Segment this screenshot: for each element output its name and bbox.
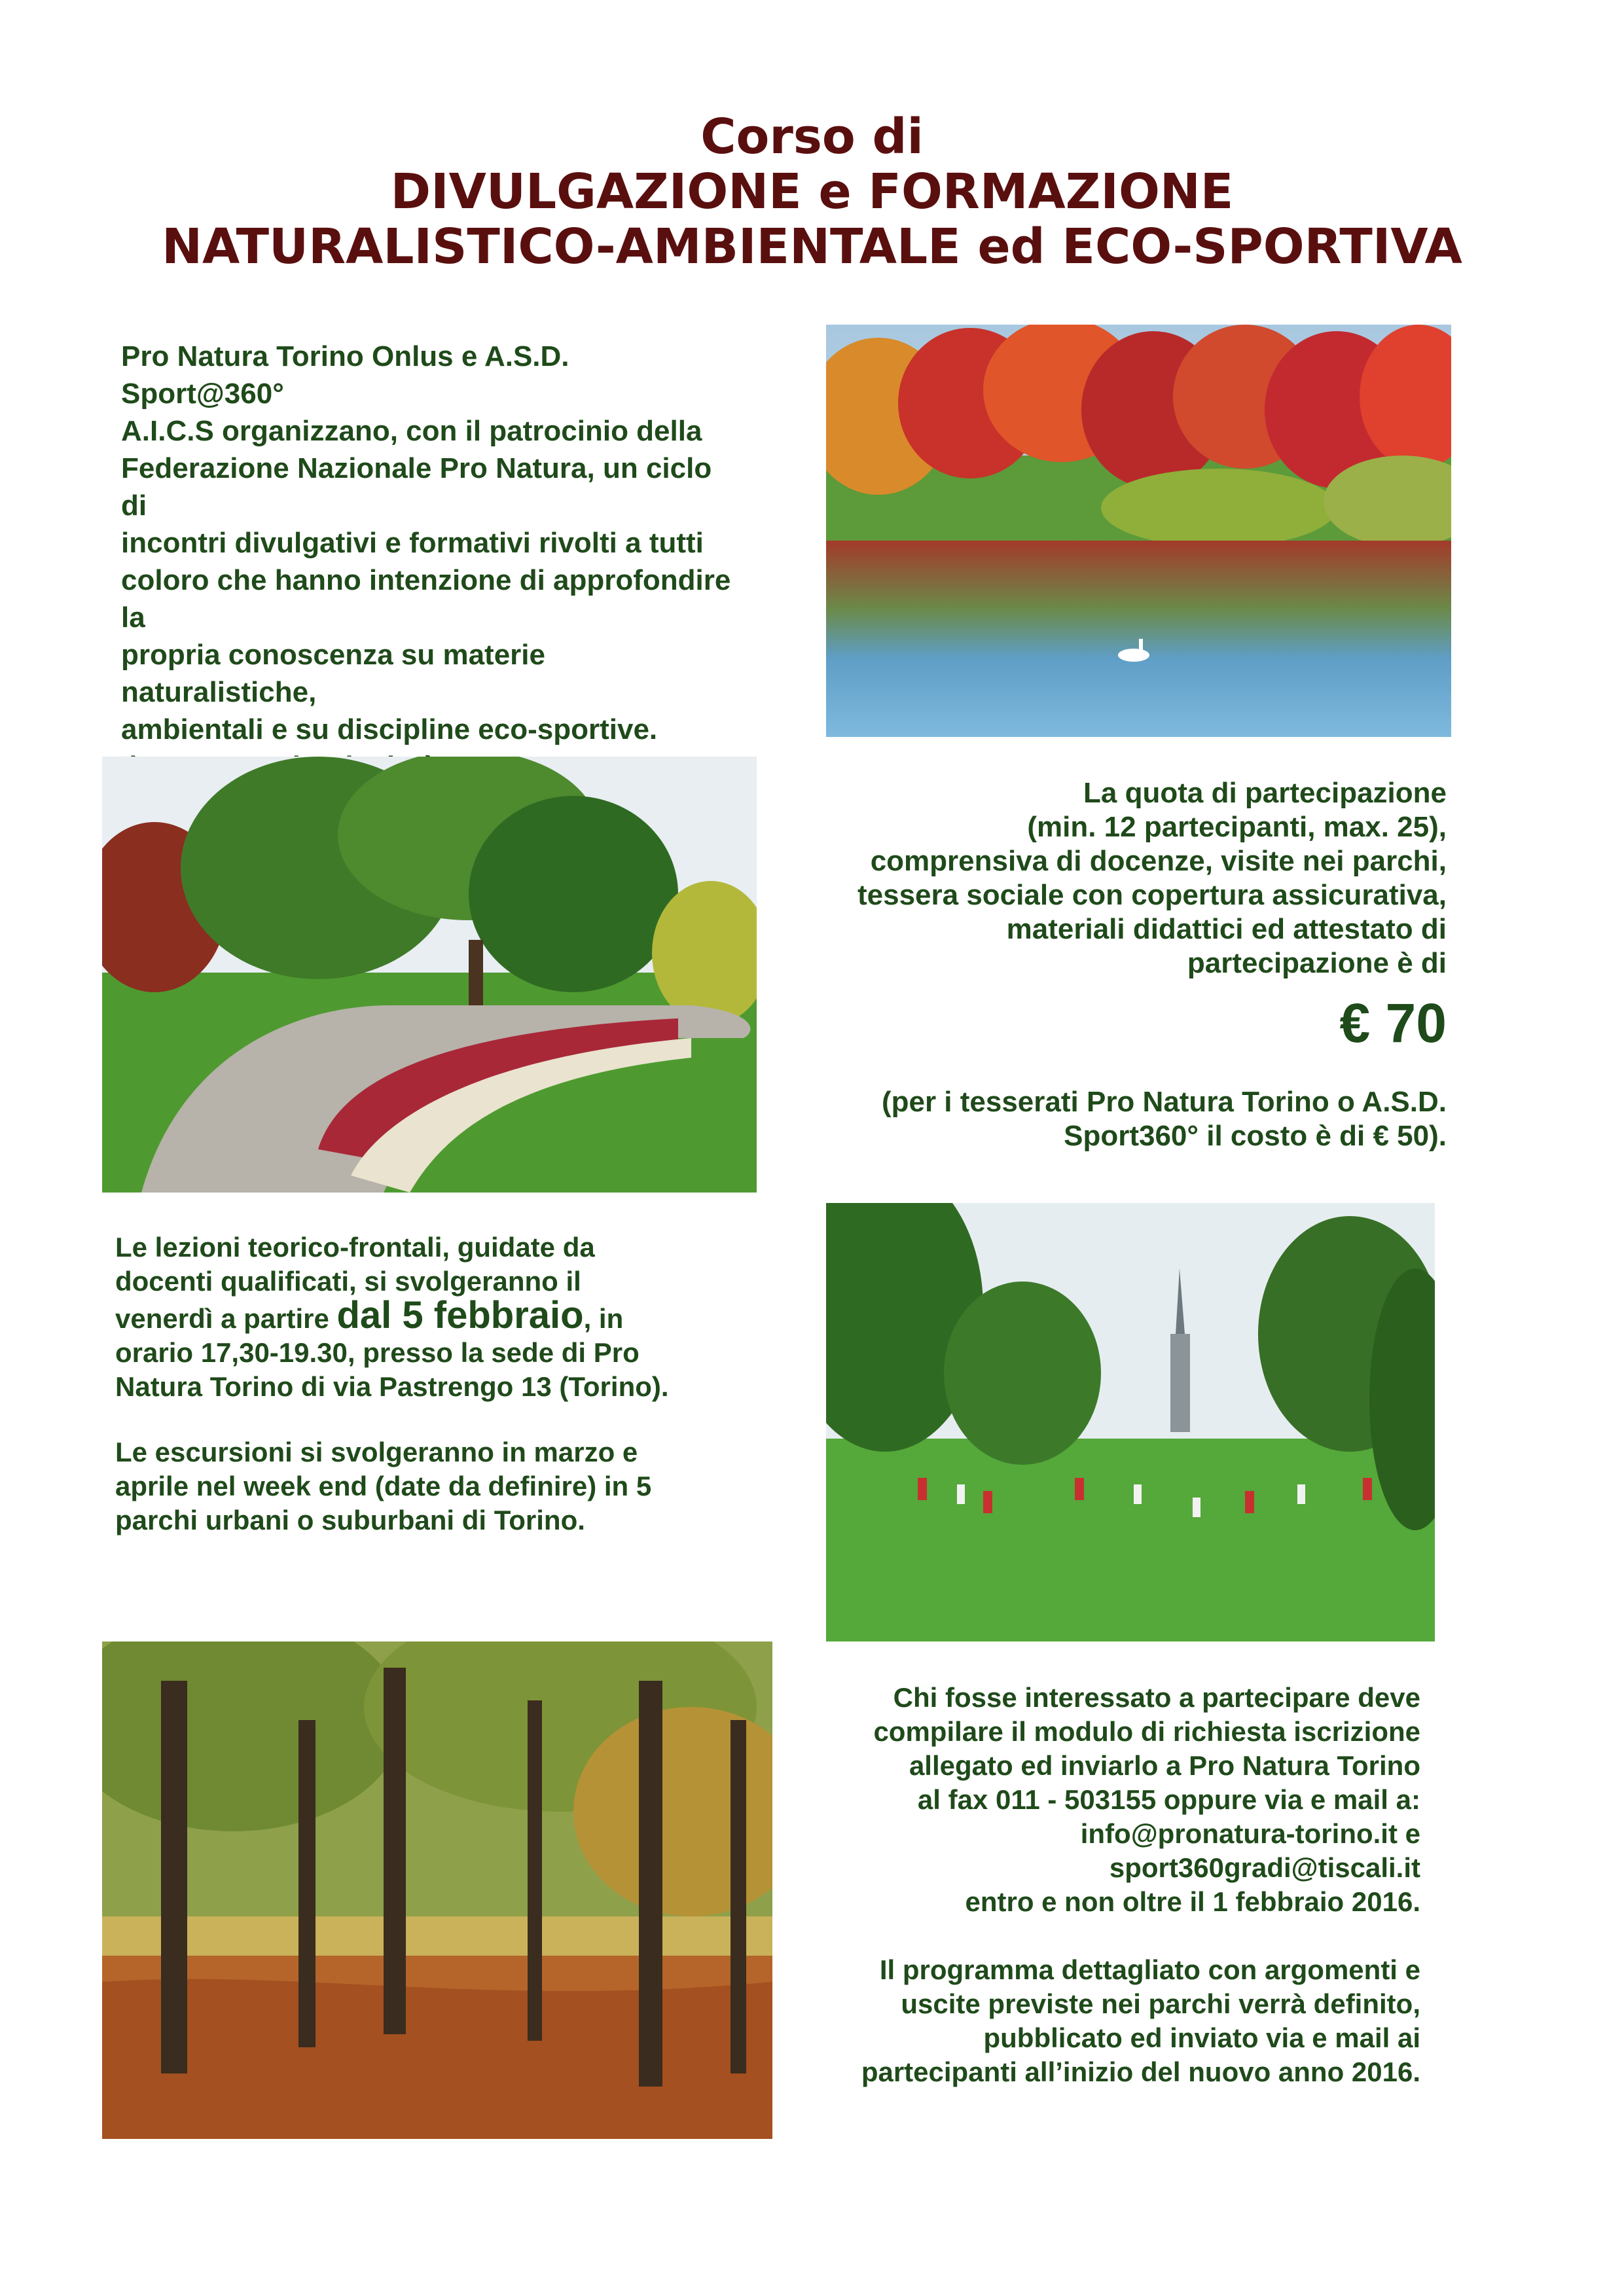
intro-line: A.I.C.S organizzano, con il patrocinio della [121,415,702,447]
lezioni-line-date [115,1294,744,1336]
intro-line: ambientali e su discipline eco-sportive. [121,713,658,745]
escursioni-line: parchi urbani o suburbani di Torino. [115,1505,585,1535]
lezioni-line: docenti qualificati, si svolgeranno il [115,1266,581,1297]
autumn-forest-photo [102,1641,772,2139]
programma-line: partecipanti all’inizio del nuovo anno 2016. [861,2056,1420,2087]
autumn-lake-photo [826,325,1451,737]
lezioni-line: Le lezioni teorico-frontali, guidate da [115,1232,595,1263]
lezioni-line-post: , in [583,1303,624,1334]
quota-line: tessera sociale con copertura assicurativa, [857,879,1447,911]
programma-line: uscite previste nei parchi verrà definito, [901,1988,1420,2019]
deadline: entro e non oltre il 1 febbraio 2016. [965,1886,1420,1917]
title-line-2: DIVULGAZIONE e FORMAZIONE [390,164,1234,220]
intro-line: coloro che hanno intenzione di approfondire la [121,564,731,634]
contatti-line: Chi fosse interessato a partecipare deve [893,1682,1420,1713]
lezioni-text [115,1230,744,1537]
discount-line: Sport360° il costo è di € 50). [1064,1120,1447,1152]
quota-line: La quota di partecipazione [1083,777,1447,809]
intro-line: Federazione Nazionale Pro Natura, un ciclo di [121,452,712,522]
intro-line: Pro Natura Torino Onlus e A.S.D. Sport@360° [121,340,569,410]
start-date: dal 5 febbraio [336,1294,584,1336]
intro-line: incontri divulgativi e formativi rivolti a tutti [121,527,704,559]
programma-line: Il programma dettagliato con argomenti e [879,1954,1420,1985]
lezioni-line-pre: venerdì a partire [115,1303,337,1334]
quota-line: materiali didattici ed attestato di [1006,913,1447,945]
escursioni-line: Le escursioni si svolgeranno in marzo e [115,1437,638,1467]
contatti-line: compilare il modulo di richiesta iscrizione [873,1716,1420,1747]
intro-line: propria conoscenza su materie naturalistiche, [121,639,545,708]
park-path-photo [102,757,757,1193]
lezioni-line: Natura Torino di via Pastrengo 13 (Torino). [115,1371,669,1402]
price: € 70 [1339,992,1447,1054]
title-line-3: NATURALISTICO-AMBIENTALE ed ECO-SPORTIVA [162,219,1462,275]
email-sport360[interactable]: sport360gradi@tiscali.it [1109,1852,1420,1883]
children-park-photo [826,1203,1435,1641]
quota-line: partecipazione è di [1187,947,1447,979]
contatti-line: allegato ed inviarlo a Pro Natura Torino [909,1750,1420,1781]
lezioni-line: orario 17,30-19.30, presso la sede di Pro [115,1337,640,1368]
quota-line: comprensiva di docenze, visite nei parchi, [870,845,1447,877]
programma-line: pubblicato ed inviato via e mail ai [983,2022,1420,2053]
contatti-text [812,1681,1420,2089]
email-info[interactable]: info@pronatura-torino.it e [1080,1818,1420,1849]
contatti-line: al fax 011 - 503155 oppure via e mail a: [917,1784,1420,1815]
discount-line: (per i tesserati Pro Natura Torino o A.S.D. [881,1086,1447,1118]
quota-text [805,776,1447,1153]
title-line-1: Corso di [700,109,924,165]
quota-line: (min. 12 partecipanti, max. 25), [1027,811,1447,843]
escursioni-line: aprile nel week end (date da definire) in 5 [115,1471,652,1501]
